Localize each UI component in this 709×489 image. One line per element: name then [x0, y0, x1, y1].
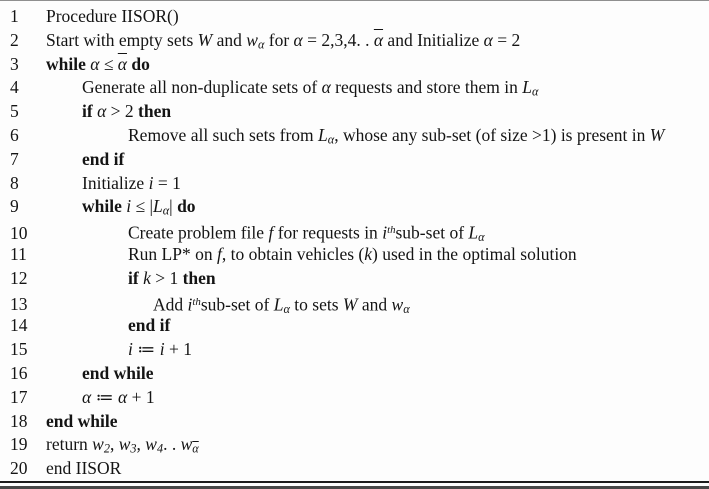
- line-code: if α > 2 then: [82, 101, 172, 122]
- algorithm-line: [10, 124, 705, 148]
- line-code: i ≔ i + 1: [128, 339, 192, 360]
- algorithm-line: [10, 219, 705, 243]
- line-number: 4: [10, 77, 19, 98]
- algorithm-line: [10, 433, 705, 457]
- algorithm-line: [10, 410, 705, 434]
- line-code: α ≔ α + 1: [82, 386, 155, 407]
- algorithm-line: [10, 362, 705, 386]
- line-number: 3: [10, 53, 19, 74]
- algorithm-line: [10, 338, 705, 362]
- algorithm-line: [10, 291, 705, 315]
- line-code: end while: [46, 410, 118, 431]
- line-code: if k > 1 then: [128, 267, 216, 288]
- line-number: 8: [10, 172, 19, 193]
- line-code: Generate all non-duplicate sets of α requests and store them in Lα: [82, 77, 539, 100]
- line-number: 20: [10, 458, 28, 479]
- line-code: Start with empty sets W and wα for α = 2,3,4. . $\overline{\alpha}$ and Initialize α = 2: [46, 29, 521, 52]
- line-number: 17: [10, 386, 28, 407]
- line-number: 15: [10, 339, 28, 360]
- algorithm-line: [10, 29, 705, 53]
- line-code: end while: [82, 362, 154, 383]
- line-code: end IISOR: [46, 458, 122, 479]
- line-number: 19: [10, 434, 28, 455]
- line-number: 12: [10, 267, 28, 288]
- line-number: 1: [10, 6, 19, 26]
- algorithm-line: [10, 172, 705, 196]
- line-code: Create problem file f for requests in $i^{th}sub$-set of Lα: [128, 222, 485, 245]
- algorithm-line: [10, 195, 705, 219]
- line-number: 18: [10, 410, 28, 431]
- line-number: 7: [10, 148, 19, 169]
- algorithm-lines: [0, 1, 709, 481]
- line-number: 5: [10, 101, 19, 122]
- line-number: 11: [10, 243, 27, 264]
- line-number: 9: [10, 196, 19, 217]
- algorithm-line: [10, 457, 705, 481]
- line-number: 6: [10, 124, 19, 145]
- line-number: 13: [10, 293, 28, 314]
- algorithm-line: [10, 267, 705, 291]
- line-code: while i ≤ |Lα| do: [82, 196, 196, 219]
- line-code: while $\alpha \le \overline{\alpha}$ do: [46, 53, 150, 74]
- line-code: Remove all such sets from Lα, whose any sub-set (of size >1) is present in W: [128, 124, 665, 147]
- line-number: 14: [10, 315, 28, 336]
- algorithm-line: [10, 5, 705, 29]
- line-code: Procedure IISOR(): [46, 6, 179, 26]
- line-number: 16: [10, 362, 28, 383]
- line-number: 10: [10, 222, 28, 243]
- algorithm-line: [10, 76, 705, 100]
- line-code: end if: [128, 315, 171, 336]
- line-code: Run LP* on f, to obtain vehicles (k) used in the optimal solution: [128, 243, 577, 264]
- line-code: Add $i^{th}sub$-set of Lα to sets W and wα: [153, 293, 410, 316]
- line-number: 2: [10, 29, 19, 50]
- line-code: end if: [82, 148, 125, 169]
- line-code: return w2, w3, w4. . $w\overline{\alpha}$: [46, 434, 199, 457]
- algorithm-line: [10, 243, 705, 267]
- algorithm-line: [10, 386, 705, 410]
- line-code: Initialize i = 1: [82, 172, 181, 193]
- bottom-content-rule: [0, 481, 709, 483]
